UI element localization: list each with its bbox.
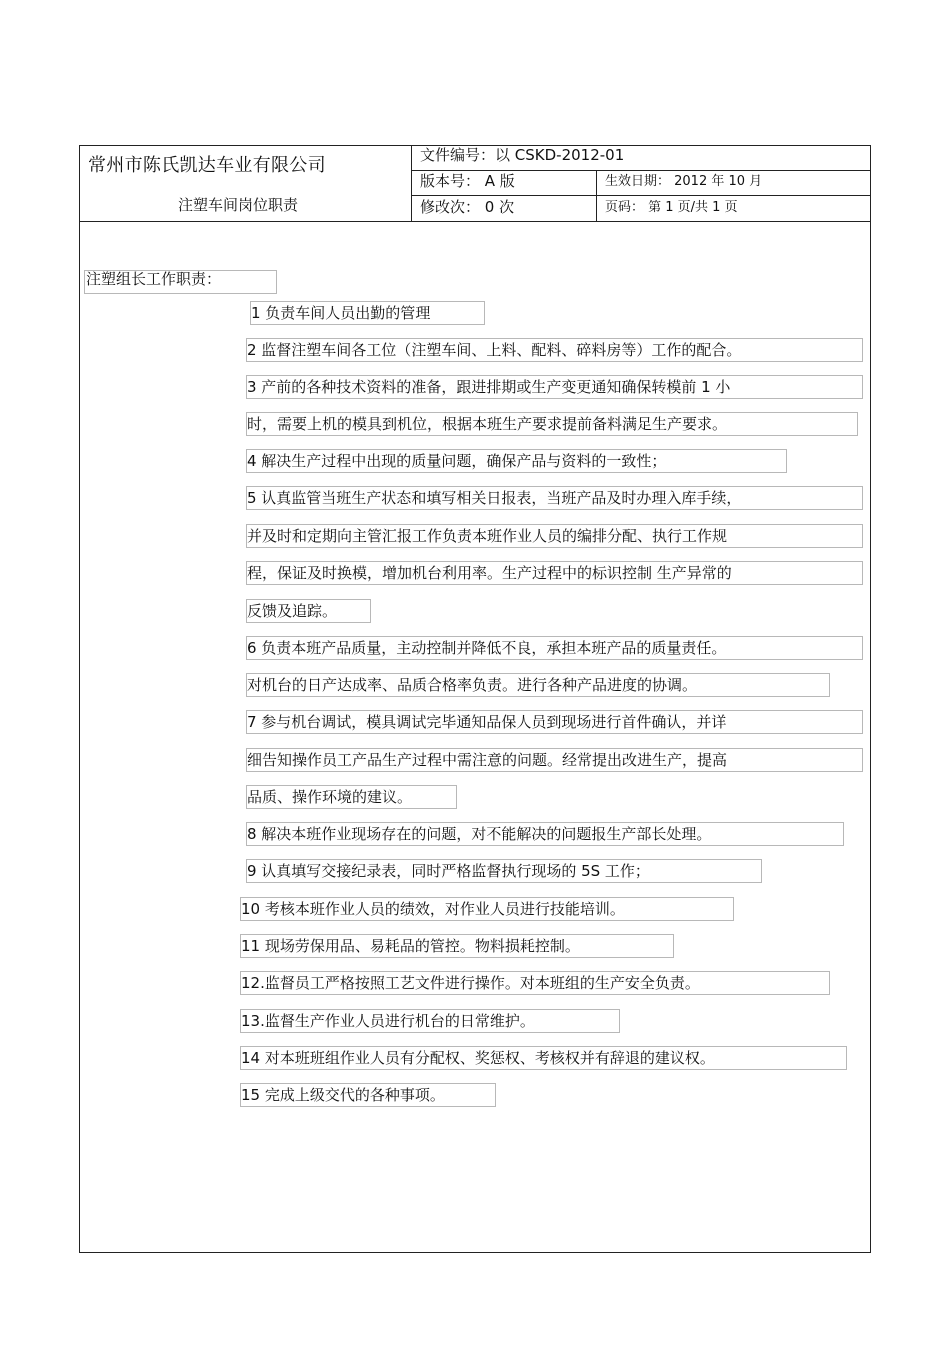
section-title: 注塑组长工作职责： <box>86 270 222 288</box>
duty-line: 反馈及追踪。 <box>247 602 338 620</box>
duty-line: 7 参与机台调试，模具调试完毕通知品保人员到现场进行首件确认，并详 <box>247 713 727 731</box>
duty-line: 8 解决本班作业现场存在的问题，对不能解决的问题报生产部长处理。 <box>247 825 712 843</box>
doc-number: 文件编号：以 CSKD-2012-01 <box>420 146 625 164</box>
header-vertical-divider <box>411 145 412 221</box>
header-inner-vertical-divider <box>596 170 597 221</box>
version: 版本号： A 版 <box>420 172 515 190</box>
duty-line: 14 对本班班组作业人员有分配权、奖惩权、考核权并有辞退的建议权。 <box>241 1049 715 1067</box>
duty-line: 5 认真监管当班生产状态和填写相关日报表，当班产品及时办理入库手续， <box>247 489 742 507</box>
duty-line: 1 负责车间人员出勤的管理 <box>251 304 431 322</box>
duty-line: 6 负责本班产品质量，主动控制并降低不良，承担本班产品的质量责任。 <box>247 639 727 657</box>
duty-line: 品质、操作环境的建议。 <box>247 788 413 806</box>
effective-date: 生效日期： 2012 年 10 月 <box>605 174 763 189</box>
duty-line: 12.监督员工严格按照工艺文件进行操作。对本班组的生产安全负责。 <box>241 974 700 992</box>
document-subtitle: 注塑车间岗位职责 <box>178 196 299 214</box>
header-divider-1 <box>411 170 871 171</box>
company-name: 常州市陈氏凯达车业有限公司 <box>88 155 326 176</box>
duty-line: 3 产前的各种技术资料的准备，跟进排期或生产变更通知确保转模前 1 小 <box>247 378 731 396</box>
duty-line: 并及时和定期向主管汇报工作负责本班作业人员的编排分配、执行工作规 <box>247 527 728 545</box>
duty-line: 10 考核本班作业人员的绩效，对作业人员进行技能培训。 <box>241 900 625 918</box>
duty-line: 9 认真填写交接纪录表，同时严格监督执行现场的 5S 工作； <box>247 862 650 880</box>
duty-line: 时，需要上机的模具到机位，根据本班生产要求提前备料满足生产要求。 <box>247 415 728 433</box>
duty-line: 13.监督生产作业人员进行机台的日常维护。 <box>241 1012 535 1030</box>
header-bottom-line <box>79 221 871 222</box>
revision: 修改次： 0 次 <box>420 198 515 216</box>
duty-line: 11 现场劳保用品、易耗品的管控。物料损耗控制。 <box>241 937 580 955</box>
duty-line: 15 完成上级交代的各种事项。 <box>241 1086 445 1104</box>
duty-line: 4 解决生产过程中出现的质量问题，确保产品与资料的一致性； <box>247 452 667 470</box>
duty-line: 程，保证及时换模，增加机台利用率。生产过程中的标识控制 生产异常的 <box>247 564 732 582</box>
page-number: 页码： 第 1 页/共 1 页 <box>605 200 738 215</box>
header-divider-2 <box>411 195 871 196</box>
duty-line: 对机台的日产达成率、品质合格率负责。进行各种产品进度的协调。 <box>247 676 698 694</box>
duty-line: 2 监督注塑车间各工位（注塑车间、上料、配料、碎料房等）工作的配合。 <box>247 341 742 359</box>
duty-line: 细告知操作员工产品生产过程中需注意的问题。经常提出改进生产，提高 <box>247 751 728 769</box>
